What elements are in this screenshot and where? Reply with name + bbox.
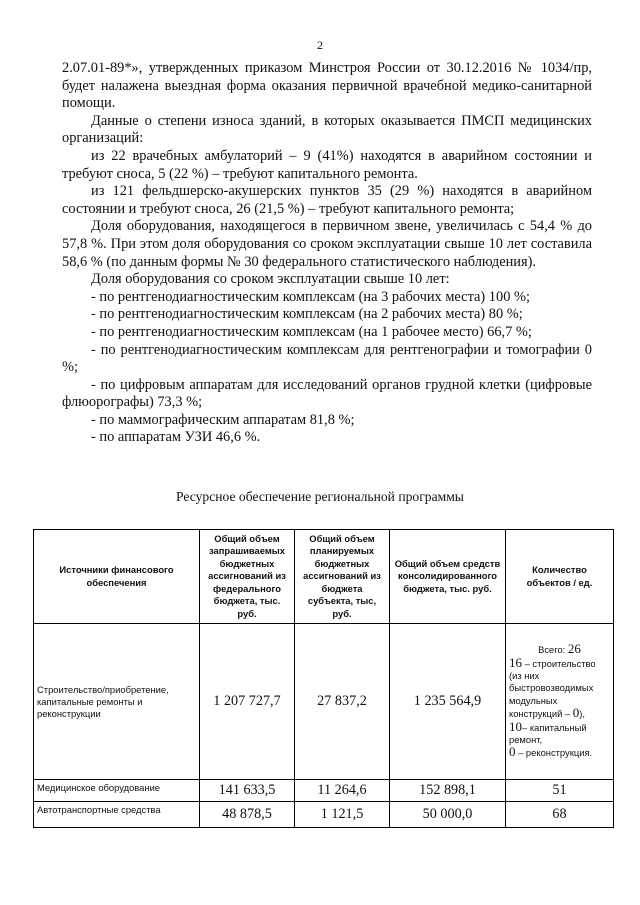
row-count: 68 [506,802,614,828]
row-count-breakdown [506,624,614,780]
count-recon-value: 0 [509,744,516,760]
section-heading: Ресурсное обеспечение региональной программы [176,489,464,504]
header-source: Источники финансового обеспечения [34,530,200,624]
table-row [34,802,614,828]
row-regional: 27 837,2 [295,624,390,780]
header-consolidated: Общий объем средств консолидированного бюджета, тыс. руб. [390,530,506,624]
table-header-row [34,530,614,624]
paragraph: Данные о степени износа зданий, в которых оказывается ПМСП медицинских организаций: [62,112,592,147]
row-source: Строительство/приобретение, капитальные ремонты и реконструкции [34,624,200,780]
count-repair [509,718,610,747]
row-consolidated: 50 000,0 [390,802,506,828]
count-build-close: ), [579,708,585,720]
list-item: - по рентгенодиагностическим комплексам (на 2 рабочих места) 80 %; [91,306,523,323]
count-modular-value: 0 [572,705,580,721]
row-regional: 11 264,6 [295,780,390,802]
row-source: Медицинское оборудование [34,780,200,802]
list-item: - по рентгенодиагностическим комплексам (на 3 рабочих места) 100 %; [91,288,530,305]
count-repair-value: 10 [509,718,522,734]
paragraph: из 22 врачебных амбулаторий – 9 (41%) находятся в аварийном состоянии и требуют сноса, 5 (22 %) – требуют капитального ремонта. [62,147,592,182]
resource-table [33,529,614,828]
header-regional: Общий объем планируемых бюджетных ассигнований из бюджета субъекта, тыс, руб. [295,530,390,624]
paragraph: 2.07.01-89*», утвержденных приказом Минстроя России от 30.12.2016 № 1034/пр, будет налажена выездная форма оказания первичной врачебной медико-санитарной помощи. [62,60,592,112]
row-consolidated: 1 235 564,9 [390,624,506,780]
list-item: - по маммографическим аппаратам 81,8 %; [91,411,355,428]
header-federal: Общий объем запрашиваемых бюджетных ассигнований из федерального бюджета, тыс. руб. [200,530,295,624]
row-count: 51 [506,780,614,802]
count-repair-text: – капитальный ремонт, [509,721,587,746]
count-total-value: 26 [567,641,581,657]
count-total-label: Всего: [538,644,566,656]
row-federal: 48 878,5 [200,802,295,828]
row-federal: 1 207 727,7 [200,624,295,780]
paragraph: Доля оборудования, находящегося в первичном звене, увеличилась с 54,4 % до 57,8 %. При этом доля оборудования со сроком эксплуатации свыше 10 лет составила 58,6 % (по данным формы № 30 федерального статистического наблюдения). [62,218,592,270]
list-item: - по рентгенодиагностическим комплексам (на 1 рабочее место) 66,7 %; [91,323,532,340]
list-item: - по рентгенодиагностическим комплексам для рентгенографии и томографии 0 %; [62,341,592,376]
count-build-text: – строительство (из них быстровозводимых модульных конструкций – [509,657,596,720]
paragraph: из 121 фельдшерско-акушерских пунктов 35 (29 %) находятся в аварийном состоянии и требуют сноса, 26 (21,5 %) – требуют капитального ремонта; [62,183,592,217]
table-row [34,780,614,802]
header-count: Количество объектов / ед. [506,530,614,624]
count-recon [509,746,610,759]
count-recon-text: – реконструкция. [518,747,593,759]
list-item: - по цифровым аппаратам для исследований органов грудной клетки (цифровые флюорографы) 73,3 %; [62,376,592,411]
body-text [62,60,592,447]
count-build [509,654,610,721]
list-item: - по аппаратам УЗИ 46,6 %. [91,429,261,446]
row-federal: 141 633,5 [200,780,295,802]
page-number: 2 [317,38,323,52]
count-total [509,643,610,656]
count-build-value: 16 [509,654,522,670]
row-source: Автотранспортные средства [34,802,200,828]
row-regional: 1 121,5 [295,802,390,828]
row-consolidated: 152 898,1 [390,780,506,802]
table-row [34,624,614,780]
paragraph: Доля оборудования со сроком эксплуатации свыше 10 лет: [91,271,450,288]
